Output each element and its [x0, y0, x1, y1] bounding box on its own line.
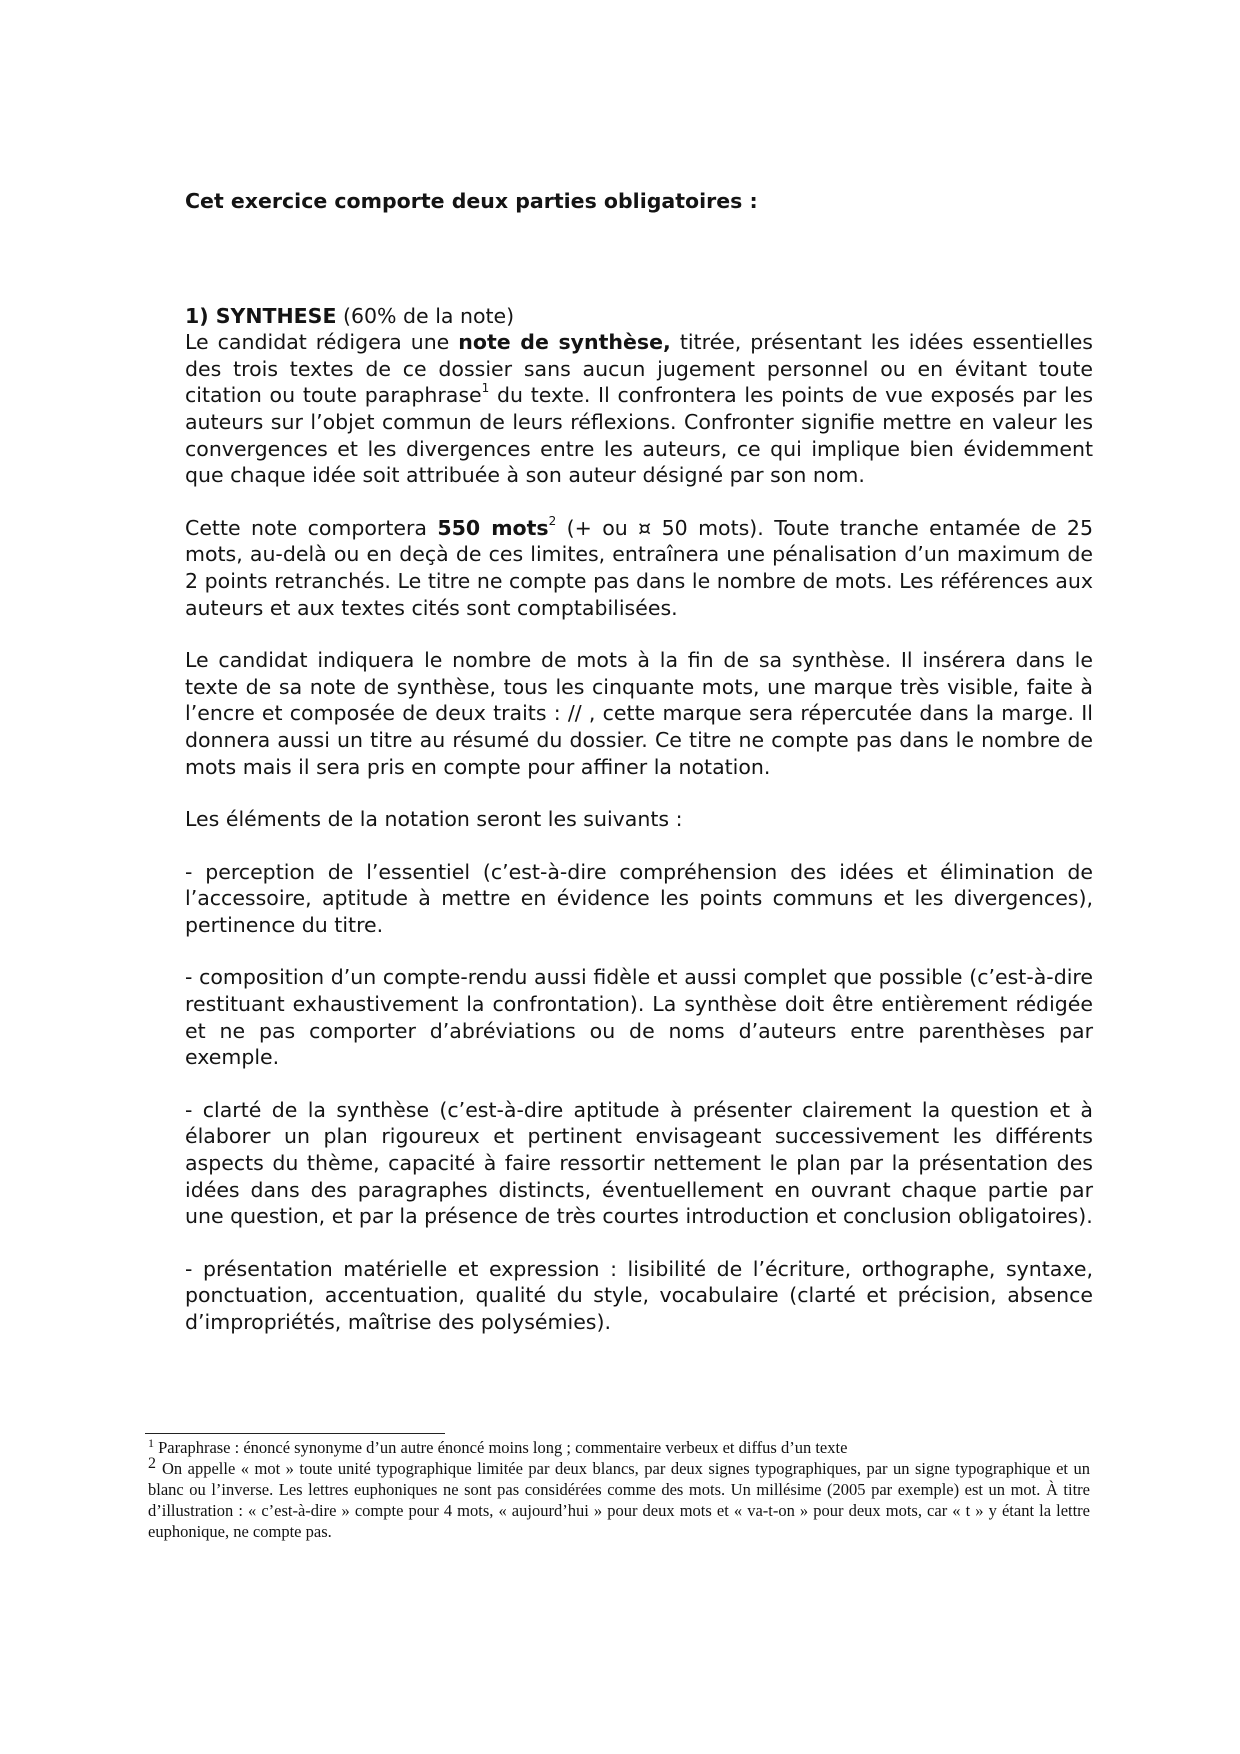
- paragraph-instructions: [185, 329, 1093, 489]
- footnote-number: 1: [148, 1436, 154, 1450]
- criterion-clarity: - clarté de la synthèse (c’est-à-dire aptitude à présenter clairement la question et à élaborer un plan rigoureux et pertinent envisageant successivement les différents aspects du thème, capacité à faire ressortir nettement le plan par la présentation des idées dans des paragraphes distincts, éventuellement en ouvrant chaque partie par une question, et par la présence de très courtes introduction et conclusion obligatoires).: [185, 1097, 1093, 1229]
- bold-run: note de synthèse,: [458, 330, 671, 355]
- bold-run: 550 mots: [437, 515, 549, 540]
- footnote-text: Paraphrase : énoncé synonyme d’un autre énoncé moins long ; commentaire verbeux et diffus d’un texte: [154, 1438, 848, 1457]
- paragraph-criteria-intro: Les éléments de la notation seront les suivants :: [185, 807, 683, 832]
- text-run: du texte. Il confrontera les points de vue exposés par les auteurs sur l’objet commun de leurs réflexions. Confronter signifie mettre en valeur les convergences et les divergences entre les auteurs, ce qui implique bien évidemment que chaque idée soit attribuée à son auteur désigné par son nom.: [185, 383, 1094, 488]
- criterion-presentation: - présentation matérielle et expression : lisibilité de l’écriture, orthographe, syntaxe, ponctuation, accentuation, qualité du style, vocabulaire (clarté et précision, absence d’impropriétés, maîtrise des polysémies).: [185, 1256, 1093, 1334]
- footnote-ref: 1: [481, 381, 490, 396]
- text-run: Le candidat rédigera une: [185, 330, 459, 355]
- intro-heading: Cet exercice comporte deux parties obligatoires :: [185, 189, 758, 213]
- text-run: titrée, présentant les idées essentielles des trois textes de ce dossier sans aucun jugement personnel ou en évitant toute citation ou toute paraphrase: [185, 330, 1093, 408]
- section-title-rest: (60% de la note): [336, 303, 515, 328]
- text-run: (+ ou ¤ 50 mots). Toute tranche entamée de 25 mots, au-delà ou en deçà de ces limites, entraînera une pénalisation d’un maximum de 2 points retranchés. Le titre ne compte pas dans le nombre de mots. Les références aux auteurs et aux textes cités sont comptabilisées.: [185, 515, 1093, 620]
- footnote-2: [148, 1455, 1090, 1542]
- footnotes: [148, 1437, 1090, 1542]
- section-title: [185, 303, 1093, 330]
- main-text: [185, 188, 1093, 1336]
- paragraph-word-count: [185, 515, 1093, 621]
- footnote-divider: [145, 1433, 445, 1434]
- footnote-number: 2: [148, 1455, 156, 1472]
- footnote-text: On appelle « mot » toute unité typographique limitée par deux blancs, par deux signes typographiques, par un signe typographique et un blanc ou l’inverse. Les lettres euphoniques ne sont pas considérées comme des mots. Un millésime (2005 par exemple) est un mot. À titre d’illustration : « c’est-à-dire » compte pour 4 mots, « aujourd’hui » pour deux mots et « va-t-on » pour deux mots, car « t » y étant la lettre euphonique, ne compte pas.: [148, 1459, 1090, 1541]
- section-title-bold: 1) SYNTHESE: [185, 303, 337, 328]
- text-run: Cette note comportera: [185, 515, 438, 540]
- footnote-1: [148, 1437, 1090, 1458]
- footnote-ref: 2: [548, 513, 557, 528]
- criterion-composition: - composition d’un compte-rendu aussi fidèle et aussi complet que possible (c’est-à-dire restituant exhaustivement la confrontation). La synthèse doit être entièrement rédigée et ne pas comporter d’abréviations ou de noms d’auteurs entre parenthèses par exemple.: [185, 965, 1093, 1070]
- paragraph-marking: Le candidat indiquera le nombre de mots à la fin de sa synthèse. Il insérera dans le texte de sa note de synthèse, tous les cinquante mots, une marque très visible, faite à l’encre et composée de deux traits : // , cette marque sera répercutée dans la marge. Il donnera aussi un titre au résumé du dossier. Ce titre ne compte pas dans le nombre de mots mais il sera pris en compte pour affiner la notation.: [185, 648, 1093, 779]
- criterion-perception: - perception de l’essentiel (c’est-à-dire compréhension des idées et élimination de l’accessoire, aptitude à mettre en évidence les points communs et les divergences), pertinence du titre.: [185, 859, 1093, 937]
